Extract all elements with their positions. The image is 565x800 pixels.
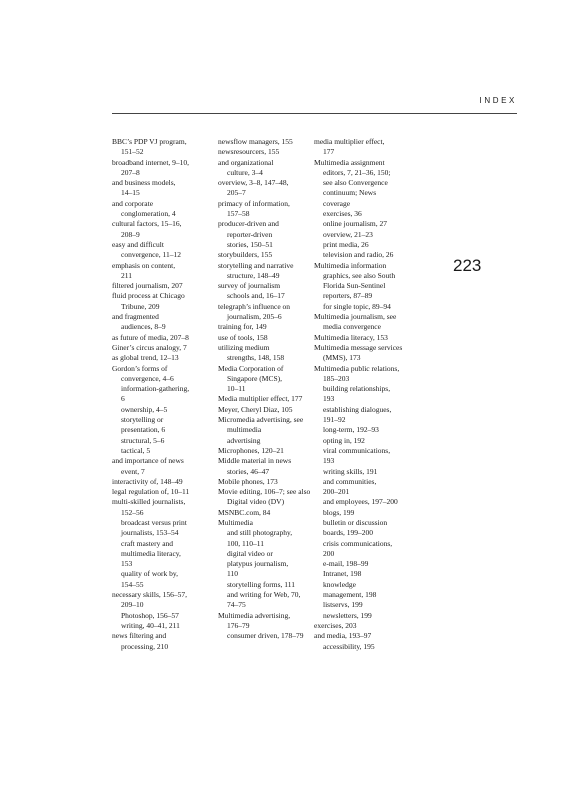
index-entry: 208–9	[121, 229, 140, 239]
index-entry: 200	[323, 548, 335, 558]
index-entry: and corporate	[112, 198, 154, 208]
index-entry: Multimedia information	[314, 260, 387, 270]
index-entry: opting in, 192	[323, 435, 365, 445]
index-entry: advertising	[227, 435, 261, 445]
index-entry: audiences, 8–9	[121, 322, 166, 332]
index-entry: Microphones, 120–21	[218, 445, 284, 455]
index-entry: Middle material in news	[218, 456, 292, 466]
index-entry: boards, 199–200	[323, 528, 373, 538]
index-entry: reporters, 87–89	[323, 291, 373, 301]
index-entry: producer-driven and	[218, 219, 279, 229]
index-entry: as global trend, 12–13	[112, 353, 179, 363]
running-header: INDEX	[479, 96, 517, 105]
index-entry: presentation, 6	[121, 425, 166, 435]
index-entry: coverage	[323, 198, 351, 208]
index-entry: exercises, 203	[314, 620, 357, 630]
index-entry: stories, 150–51	[227, 239, 273, 249]
index-entry: media multiplier effect,	[314, 137, 385, 146]
index-entry: building relationships,	[323, 384, 391, 394]
index-entry: and business models,	[112, 178, 176, 188]
index-entry: information-gathering,	[121, 384, 190, 394]
index-entry: processing, 210	[121, 641, 169, 651]
index-entry: (MMS), 173	[323, 353, 361, 363]
index-entry: tactical, 5	[121, 445, 151, 455]
index-entry: 153	[121, 559, 133, 569]
index-entry: knowledge	[323, 579, 356, 589]
index-entry: 14–15	[121, 188, 140, 198]
index-entry: 151–52	[121, 147, 144, 157]
index-entry: and communities,	[323, 476, 377, 486]
index-entry: 176–79	[227, 620, 250, 630]
index-entry: 185–203	[323, 373, 350, 383]
index-entry: BBC’s PDP VJ program,	[112, 137, 187, 146]
index-entry: newsletters, 199	[323, 610, 372, 620]
index-entry: multimedia literacy,	[121, 548, 181, 558]
index-entry: Singapore (MCS),	[227, 373, 282, 383]
index-entry: 200–201	[323, 487, 350, 497]
index-entry: convergence, 4–6	[121, 373, 174, 383]
index-entry: 157–58	[227, 209, 250, 219]
index-entry: 177	[323, 147, 335, 157]
index-entry: event, 7	[121, 466, 145, 476]
index-entry: easy and difficult	[112, 239, 164, 249]
index-entry: for single topic, 89–94	[323, 301, 391, 311]
index-entry: storytelling or	[121, 415, 164, 425]
index-column-2	[218, 137, 314, 642]
index-entry: listservs, 199	[323, 600, 363, 610]
index-entry: emphasis on content,	[112, 260, 176, 270]
index-entry: 74–75	[227, 600, 246, 610]
index-entry: continuum; News	[323, 188, 377, 198]
index-entry: broadcast versus print	[121, 517, 187, 527]
index-entry: digital video or	[227, 548, 273, 558]
index-entry: Media Corporation of	[218, 363, 284, 373]
index-entry: Multimedia journalism, see	[314, 312, 397, 322]
index-entry: convergence, 11–12	[121, 250, 181, 260]
index-entry: ownership, 4–5	[121, 404, 168, 414]
index-entry: Multimedia assignment	[314, 157, 385, 167]
index-entry: e-mail, 198–99	[323, 559, 369, 569]
index-entry: graphics, see also South	[323, 270, 396, 280]
index-entry: see also Convergence	[323, 178, 388, 188]
index-entry: crisis communications,	[323, 538, 393, 548]
index-entry: exercises, 36	[323, 209, 362, 219]
index-entry: Tribune, 209	[121, 301, 160, 311]
index-entry: journalism, 205–6	[227, 312, 282, 322]
index-entry: survey of journalism	[218, 281, 281, 291]
index-entry: craft mastery and	[121, 538, 174, 548]
index-entry: and employees, 197–200	[323, 497, 398, 507]
index-entry: structure, 148–49	[227, 270, 280, 280]
index-entry: filtered journalism, 207	[112, 281, 183, 291]
index-entry: television and radio, 26	[323, 250, 394, 260]
index-entry: utilizing medium	[218, 342, 270, 352]
index-entry: 207–8	[121, 167, 140, 177]
index-entry: necessary skills, 156–57,	[112, 590, 187, 600]
index-entry: legal regulation of, 10–11	[112, 487, 190, 497]
index-entry: 193	[323, 456, 335, 466]
index-entry: strengths, 148, 158	[227, 353, 285, 363]
index-entry: use of tools, 158	[218, 332, 268, 342]
index-entry: and importance of news	[112, 456, 184, 466]
index-column-3	[314, 137, 410, 652]
index-entry: 211	[121, 270, 132, 280]
index-entry: 154–55	[121, 579, 144, 589]
index-entry: 205–7	[227, 188, 246, 198]
index-entry: 110	[227, 569, 238, 579]
index-entry: culture, 3–4	[227, 167, 263, 177]
index-entry: Multimedia	[218, 517, 253, 527]
index-entry: overview, 3–8, 147–48,	[218, 178, 289, 188]
index-entry: newsflow managers, 155	[218, 137, 293, 146]
index-entry: writing, 40–41, 211	[121, 620, 180, 630]
index-entry: storybuilders, 155	[218, 250, 273, 260]
index-entry: Micromedia advertising, see	[218, 415, 304, 425]
index-entry: training for, 149	[218, 322, 267, 332]
index-entry: MSNBC.com, 84	[218, 507, 271, 517]
index-entry: Movie editing, 106–7; see also	[218, 487, 311, 497]
index-entry: 6	[121, 394, 125, 404]
index-entry: telegraph’s influence on	[218, 301, 291, 311]
index-entry: and still photography,	[227, 528, 293, 538]
index-entry: storytelling forms, 111	[227, 579, 295, 589]
index-entry: conglomeration, 4	[121, 209, 176, 219]
header-rule	[112, 113, 517, 114]
index-entry: management, 198	[323, 590, 377, 600]
index-entry: broadband internet, 9–10,	[112, 157, 190, 167]
index-entry: 193	[323, 394, 335, 404]
index-entry: Mobile phones, 173	[218, 476, 278, 486]
index-entry: and fragmented	[112, 312, 159, 322]
index-entry: cultural factors, 15–16,	[112, 219, 182, 229]
index-entry: and organizational	[218, 157, 274, 167]
index-entry: media convergence	[323, 322, 381, 332]
index-entry: newsresourcers, 155	[218, 147, 280, 157]
index-entry: overview, 21–23	[323, 229, 373, 239]
index-entry: 152–56	[121, 507, 144, 517]
index-entry: and media, 193–97	[314, 631, 372, 641]
index-entry: accessibility, 195	[323, 641, 375, 651]
index-entry: long-term, 192–93	[323, 425, 379, 435]
index-entry: consumer driven, 178–79	[227, 631, 304, 641]
index-entry: Multimedia literacy, 153	[314, 332, 388, 342]
index-entry: news filtering and	[112, 631, 167, 641]
index-entry: online journalism, 27	[323, 219, 387, 229]
index-entry: Media multiplier effect, 177	[218, 394, 303, 404]
index-entry: primacy of information,	[218, 198, 290, 208]
index-entry: 209–10	[121, 600, 144, 610]
index-entry: Florida Sun-Sentinel	[323, 281, 386, 291]
index-entry: and writing for Web, 70,	[227, 590, 301, 600]
index-entry: structural, 5–6	[121, 435, 165, 445]
index-entry: storytelling and narrative	[218, 260, 294, 270]
index-entry: Photoshop, 156–57	[121, 610, 179, 620]
index-entry: Intranet, 198	[323, 569, 362, 579]
index-entry: fluid process at Chicago	[112, 291, 185, 301]
index-entry: editors, 7, 21–36, 150;	[323, 167, 391, 177]
index-entry: stories, 46–47	[227, 466, 270, 476]
index-entry: Multimedia public relations,	[314, 363, 400, 373]
index-entry: multi-skilled journalists,	[112, 497, 186, 507]
index-entry: blogs, 199	[323, 507, 355, 517]
index-entry: 100, 110–11	[227, 538, 264, 548]
index-entry: Digital video (DV)	[227, 497, 285, 507]
index-entry: Multimedia message services	[314, 342, 403, 352]
index-entry: print media, 26	[323, 239, 369, 249]
index-column-1	[112, 137, 208, 652]
index-entry: 10–11	[227, 384, 246, 394]
index-entry: viral communications,	[323, 445, 391, 455]
index-entry: Multimedia advertising,	[218, 610, 291, 620]
index-entry: schools and, 16–17	[227, 291, 285, 301]
index-entry: multimedia	[227, 425, 262, 435]
index-entry: as future of media, 207–8	[112, 332, 189, 342]
index-entry: journalists, 153–54	[121, 528, 179, 538]
index-entry: interactivity of, 148–49	[112, 476, 183, 486]
index-entry: bulletin or discussion	[323, 517, 388, 527]
index-entry: Meyer, Cheryl Diaz, 105	[218, 404, 293, 414]
page-number: 223	[453, 256, 482, 275]
index-entry: quality of work by,	[121, 569, 179, 579]
index-entry: reporter-driven	[227, 229, 273, 239]
index-entry: 191–92	[323, 415, 346, 425]
index-entry: writing skills, 191	[323, 466, 378, 476]
index-entry: platypus journalism,	[227, 559, 289, 569]
index-entry: Giner’s circus analogy, 7	[112, 342, 187, 352]
index-entry: establishing dialogues,	[323, 404, 392, 414]
index-entry: Gordon’s forms of	[112, 363, 168, 373]
